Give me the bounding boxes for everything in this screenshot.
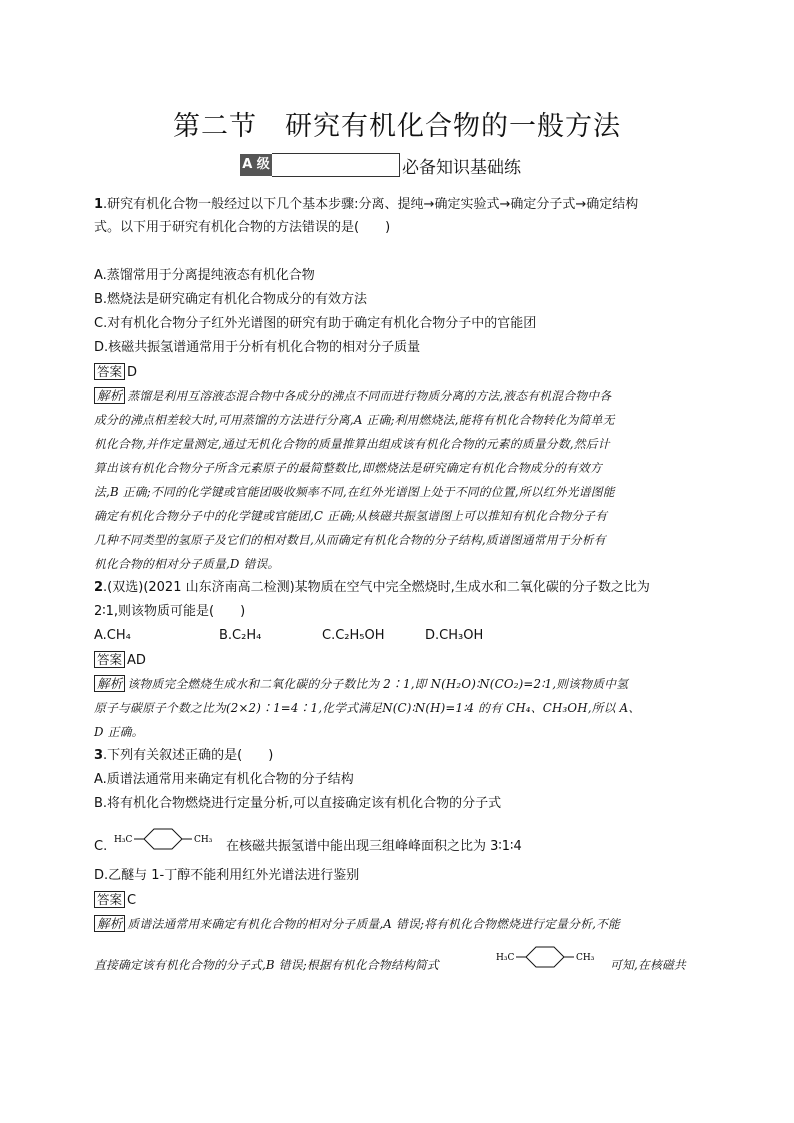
q2-analysis-line: D 正确。 bbox=[94, 725, 144, 739]
q3-analysis-line: 解析 质谱法通常用来确定有机化合物的相对分子质量,A 错误;将有机化合物燃烧进行定量分析,不能 bbox=[94, 915, 620, 933]
molecule-left-group: H₃C bbox=[496, 953, 515, 963]
level-badge: A 级 bbox=[240, 154, 272, 176]
q1-analysis-line: 机化合物,并作定量测定,通过无机化合物的质量推算出组成该有机化合物的元素的质量分数,然后计 bbox=[94, 437, 610, 451]
q1-stem-line1 bbox=[94, 196, 638, 214]
q1-answer-value: D bbox=[127, 365, 138, 380]
molecule-left-group: H₃C bbox=[114, 835, 133, 845]
cyclohexane-ring bbox=[144, 829, 182, 849]
q1-option-d: D.核磁共振氢谱通常用于分析有机化合物的相对分子质量 bbox=[94, 340, 421, 355]
q1-option-b: B.燃烧法是研究确定有机化合物成分的有效方法 bbox=[94, 292, 368, 307]
q1-number: 1 bbox=[94, 197, 104, 212]
q1-analysis-line: 法,B 正确;不同的化学键或官能团吸收频率不同,在红外光谱图上处于不同的位置,所以红外光谱图能 bbox=[94, 485, 615, 499]
q2-analysis-line: 解析 该物质完全燃烧生成水和二氧化碳的分子数比为 2∶1,即 N(H₂O)∶N(CO₂)=2∶1,则该物质中氢 bbox=[94, 675, 628, 693]
q2-option-a: A.CH₄ bbox=[94, 628, 131, 643]
q1-analysis-line: 算出该有机化合物分子所含元素原子的最简整数比,即燃烧法是研究确定有机化合物成分的有效方 bbox=[94, 461, 602, 475]
q3-stem bbox=[94, 747, 273, 765]
q3-molecule bbox=[114, 826, 222, 858]
q2-analysis-line: 原子与碳原子个数之比为(2×2)∶1=4∶1,化学式满足N(C)∶N(H)=1∶4 的有 CH₄、CH₃OH,所以 A、 bbox=[94, 701, 641, 715]
q2-stem-line2: 2∶1,则该物质可能是( ) bbox=[94, 604, 246, 619]
q2-stem-text: .(双选)(2021 山东济南高二检测)某物质在空气中完全燃烧时,生成水和二氧化碳的分子数之比为 bbox=[103, 580, 650, 595]
analysis-tag: 解析 bbox=[94, 915, 125, 932]
q2-option-d: D.CH₃OH bbox=[425, 628, 484, 643]
cyclohexane-ring bbox=[526, 947, 564, 967]
q3-number: 3 bbox=[94, 748, 104, 763]
q3-analysis-molecule bbox=[496, 944, 606, 974]
level-header bbox=[240, 152, 521, 178]
q2-answer-value: AD bbox=[127, 653, 146, 668]
analysis-tag: 解析 bbox=[94, 675, 125, 692]
q3-option-c-text: 在核磁共振氢谱中能出现三组峰峰面积之比为 3∶1∶4 bbox=[226, 839, 522, 854]
q2-option-c: C.C₂H₅OH bbox=[322, 628, 385, 643]
q1-analysis-line: 机化合物的相对分子质量,D 错误。 bbox=[94, 557, 280, 571]
q1-option-a: A.蒸馏常用于分离提纯液态有机化合物 bbox=[94, 268, 315, 283]
q1-stem-text: .研究有机化合物一般经过以下几个基本步骤:分离、提纯→确定实验式→确定分子式→确定结构 bbox=[103, 197, 639, 212]
q1-analysis-line: 几种不同类型的氢原子及它们的相对数目,从而确定有机化合物的分子结构,质谱图通常用于分析有 bbox=[94, 533, 606, 547]
q1-stem-line2: 式。以下用于研究有机化合物的方法错误的是( ) bbox=[94, 220, 391, 235]
methylcyclohexane-structure bbox=[114, 826, 222, 858]
q3-option-d: D.乙醚与 1-丁醇不能利用红外光谱法进行鉴别 bbox=[94, 868, 360, 883]
level-label: 必备知识基础练 bbox=[402, 157, 521, 178]
molecule-right-group: CH₃ bbox=[194, 835, 213, 845]
q3-option-c-prefix: C. bbox=[94, 839, 108, 854]
q2-answer bbox=[94, 651, 146, 670]
q3-option-a: A.质谱法通常用来确定有机化合物的分子结构 bbox=[94, 772, 354, 787]
level-box bbox=[272, 153, 400, 177]
q3-analysis-line: 直接确定该有机化合物的分子式,B 错误;根据有机化合物结构简式 bbox=[94, 958, 439, 972]
molecule-right-group: CH₃ bbox=[576, 953, 595, 963]
page-title: 第二节 研究有机化合物的一般方法 bbox=[173, 111, 621, 142]
q1-answer bbox=[94, 363, 137, 382]
q1-analysis-line: 解析 蒸馏是利用互溶液态混合物中各成分的沸点不同而进行物质分离的方法,液态有机混合物中各 bbox=[94, 387, 611, 405]
answer-tag: 答案 bbox=[94, 891, 125, 908]
q1-option-c: C.对有机化合物分子红外光谱图的研究有助于确定有机化合物分子中的官能团 bbox=[94, 316, 537, 331]
q1-analysis-line: 成分的沸点相差较大时,可用蒸馏的方法进行分离,A 正确;利用燃烧法,能将有机化合物转化为简单无 bbox=[94, 413, 615, 427]
q3-option-b: B.将有机化合物燃烧进行定量分析,可以直接确定该有机化合物的分子式 bbox=[94, 796, 502, 811]
q3-answer-value: C bbox=[127, 893, 137, 908]
q3-analysis-line-end: 可知,在核磁共 bbox=[610, 958, 686, 972]
q2-stem-line1 bbox=[94, 579, 650, 597]
analysis-tag: 解析 bbox=[94, 387, 125, 404]
methylcyclohexane-structure bbox=[496, 944, 606, 974]
q2-number: 2 bbox=[94, 580, 104, 595]
q1-analysis-line: 确定有机化合物分子中的化学键或官能团,C 正确;从核磁共振氢谱图上可以推知有机化合物分子有 bbox=[94, 509, 608, 523]
q3-answer bbox=[94, 891, 136, 910]
q3-stem-text: .下列有关叙述正确的是( ) bbox=[103, 748, 274, 763]
answer-tag: 答案 bbox=[94, 651, 125, 668]
answer-tag: 答案 bbox=[94, 363, 125, 380]
q2-option-b: B.C₂H₄ bbox=[219, 628, 262, 643]
